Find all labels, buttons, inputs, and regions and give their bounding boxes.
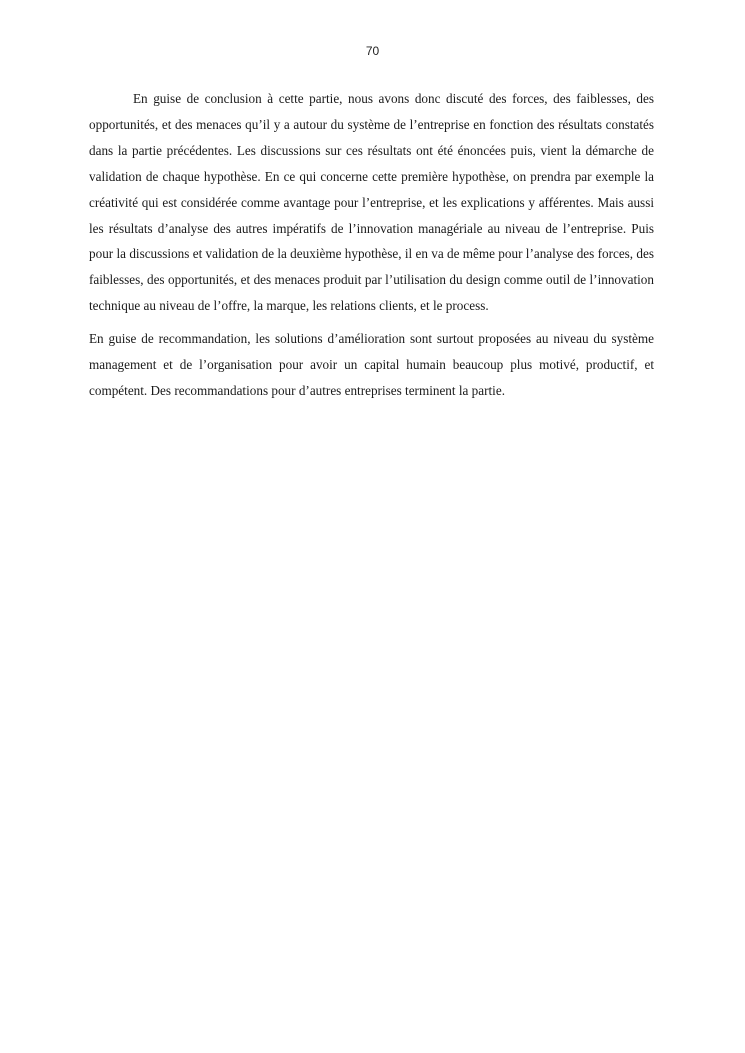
paragraph-conclusion: En guise de conclusion à cette partie, nous avons donc discuté des forces, des faiblesses, des opportunités, et des menaces qu’il y a autour du système de l’entreprise en fonction des résultats constatés dans la partie précédentes. Les discussions sur ces résultats ont été énoncées puis, vient la démarche de validation de chaque hypothèse. En ce qui concerne cette première hypothèse, on prendra par exemple la créativité qui est considérée comme avantage pour l’entreprise, et les explications y afférentes. Mais aussi les résultats d’analyse des autres impératifs de l’innovation managériale au niveau de l’entreprise. Puis pour la discussions et validation de la deuxième hypothèse, il en va de même pour l’analyse des forces, des faiblesses, des opportunités, et des menaces produit par l’utilisation du design comme outil de l’innovation technique au niveau de l’offre, la marque, les relations clients, et le process. <box>89 91 654 314</box>
body-text <box>89 86 654 404</box>
page-number: 70 <box>365 44 380 58</box>
paragraph-recommendation: En guise de recommandation, les solutions d’amélioration sont surtout proposées au niveau du système management et de l’organisation pour avoir un capital humain beaucoup plus motivé, productif, et compétent. Des recommandations pour d’autres entreprises terminent la partie. <box>89 331 654 398</box>
